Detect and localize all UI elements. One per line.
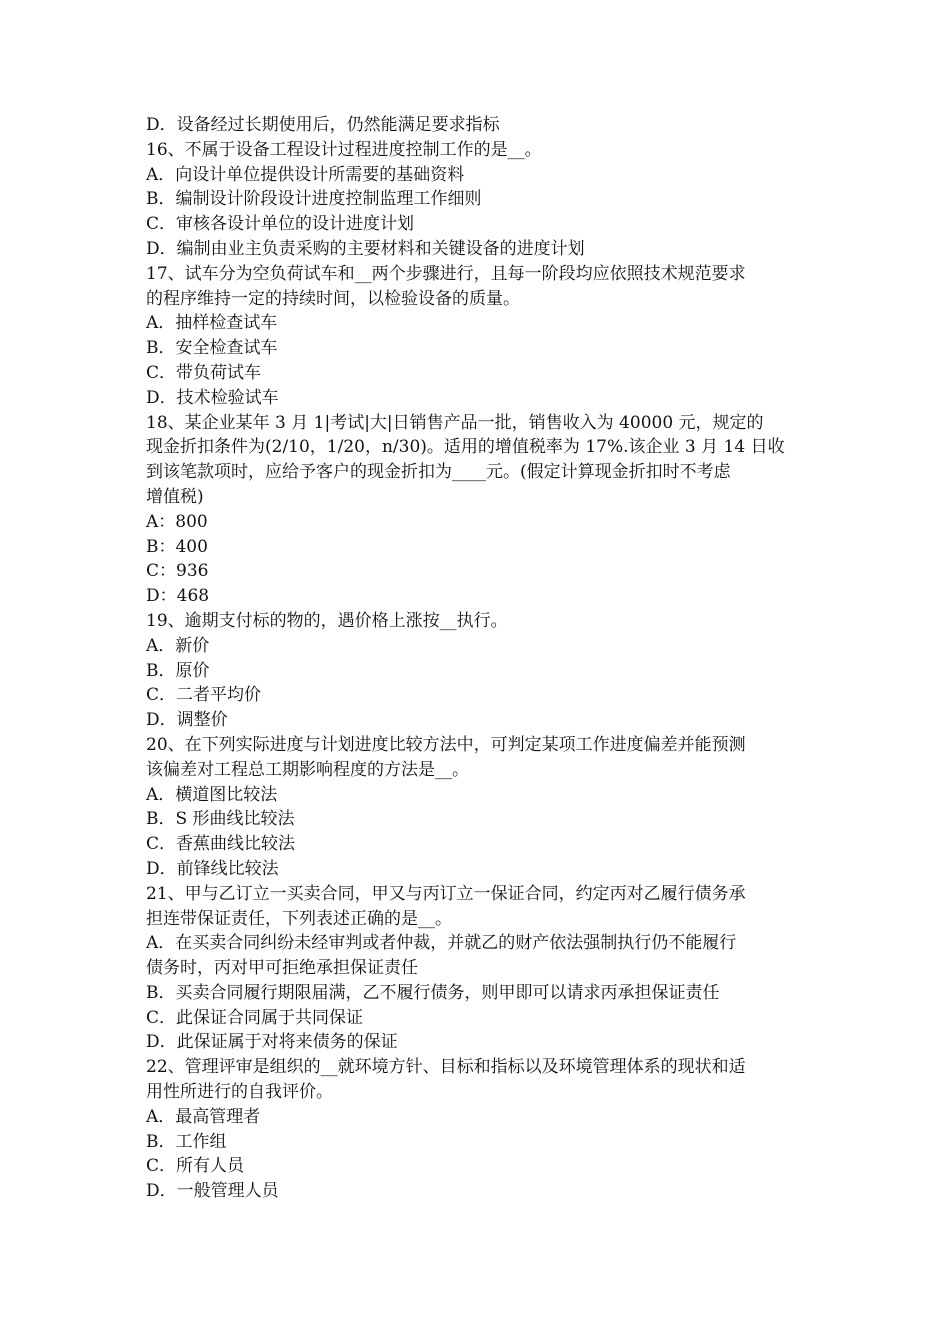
document-page [146, 113, 810, 1204]
question-text-line: 16、不属于设备工程设计过程进度控制工作的是__。 [146, 139, 542, 160]
question-text-line: 现金折扣条件为(2/10，1/20，n/30)。适用的增值税率为 17%.该企业 3 月 14 日收 [146, 437, 785, 458]
question-text-line: 20、在下列实际进度与计划进度比较方法中，可判定某项工作进度偏差并能预测 [146, 734, 746, 755]
question-text-line: 18、某企业某年 3 月 1|考试|大|日销售产品一批，销售收入为 40000 元，规定的 [146, 412, 764, 433]
answer-option-line: B．安全检查试车 [146, 338, 278, 359]
answer-option-line: A．向设计单位提供设计所需要的基础资料 [146, 164, 465, 185]
answer-option-line: A．横道图比较法 [146, 784, 278, 805]
answer-option-line: D．一般管理人员 [146, 1181, 279, 1202]
answer-option-line: D．前锋线比较法 [146, 858, 279, 879]
answer-option-line: B．工作组 [146, 1131, 227, 1152]
answer-option-line: A：800 [146, 511, 208, 532]
answer-option-line: D．技术检验试车 [146, 387, 279, 408]
question-text-line: 担连带保证责任，下列表述正确的是__。 [146, 908, 452, 929]
answer-option-line: B．S 形曲线比较法 [146, 809, 295, 830]
answer-option-line: A．最高管理者 [146, 1106, 261, 1127]
answer-option-line: 债务时，丙对甲可拒绝承担保证责任 [146, 958, 418, 979]
question-text-line: 用性所进行的自我评价。 [146, 1082, 333, 1103]
question-text-line: 增值税) [146, 486, 204, 507]
answer-option-line: A．抽样检查试车 [146, 313, 278, 334]
question-text-line: 该偏差对工程总工期影响程度的方法是__。 [146, 759, 469, 780]
answer-option-line: B：400 [146, 536, 208, 557]
answer-option-line: D．设备经过长期使用后，仍然能满足要求指标 [146, 115, 500, 135]
answer-option-line: D．调整价 [146, 710, 228, 731]
answer-option-line: D：468 [146, 586, 210, 607]
question-text-line: 的程序维持一定的持续时间，以检验设备的质量。 [146, 288, 520, 309]
question-text-line: 到该笔款项时，应给予客户的现金折扣为____元。(假定计算现金折扣时不考虑 [146, 462, 731, 483]
answer-option-line: C．审核各设计单位的设计进度计划 [146, 214, 415, 235]
answer-option-line: C．二者平均价 [146, 685, 262, 706]
question-text-line: 19、逾期支付标的物的，遇价格上涨按__执行。 [146, 610, 508, 631]
answer-option-line: D．此保证属于对将来债务的保证 [146, 1032, 398, 1053]
answer-option-line: C．所有人员 [146, 1156, 245, 1177]
answer-option-line: D．编制由业主负责采购的主要材料和关键设备的进度计划 [146, 238, 585, 259]
question-text-line: 21、甲与乙订立一买卖合同，甲又与丙订立一保证合同，约定丙对乙履行债务承 [146, 883, 746, 904]
answer-option-line: C．带负荷试车 [146, 362, 262, 383]
answer-option-line: B．原价 [146, 660, 210, 681]
answer-option-line: C．香蕉曲线比较法 [146, 834, 296, 855]
answer-option-line: C．此保证合同属于共同保证 [146, 1007, 364, 1028]
answer-option-line: A．新价 [146, 635, 210, 656]
answer-option-line: C：936 [146, 561, 209, 582]
answer-option-line: B．买卖合同履行期限届满，乙不履行债务，则甲即可以请求丙承担保证责任 [146, 982, 720, 1003]
question-text-line: 22、管理评审是组织的__就环境方针、目标和指标以及环境管理体系的现状和适 [146, 1057, 746, 1078]
answer-option-line: A．在买卖合同纠纷未经审判或者仲裁，并就乙的财产依法强制执行仍不能履行 [146, 933, 737, 954]
answer-option-line: B．编制设计阶段设计进度控制监理工作细则 [146, 189, 482, 210]
question-text-line: 17、试车分为空负荷试车和__两个步骤进行，且每一阶段均应依照技术规范要求 [146, 263, 746, 284]
